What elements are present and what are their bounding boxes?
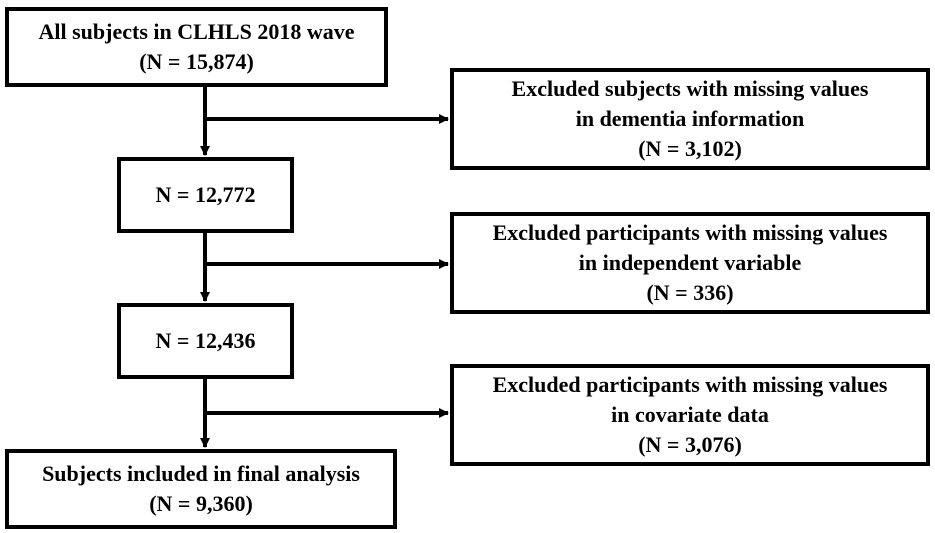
exclusion-1-line1: Excluded subjects with missing values <box>511 76 869 101</box>
start-box-count: (N = 15,874) <box>139 49 254 74</box>
final-box-count: (N = 9,360) <box>149 491 253 516</box>
exclusion-1-line2: in dementia information <box>575 106 805 131</box>
exclusion-3-count: (N = 3,076) <box>638 432 742 457</box>
step1-box <box>117 157 294 233</box>
exclusion-box-1 <box>450 68 930 170</box>
exclusion-3-line1: Excluded participants with missing values <box>492 372 888 397</box>
start-box-title: All subjects in CLHLS 2018 wave <box>38 19 355 44</box>
step1-box-count: N = 12,772 <box>155 182 256 207</box>
final-box <box>5 449 397 529</box>
exclusion-2-line2: in independent variable <box>578 250 802 275</box>
step2-box-count: N = 12,436 <box>155 328 256 353</box>
exclusion-box-2 <box>450 212 930 314</box>
exclusion-2-count: (N = 336) <box>646 280 734 305</box>
step2-box <box>117 303 294 379</box>
exclusion-box-3 <box>450 364 930 466</box>
exclusion-1-count: (N = 3,102) <box>638 136 742 161</box>
start-box <box>5 7 388 87</box>
final-box-title: Subjects included in final analysis <box>42 461 360 486</box>
exclusion-3-line2: in covariate data <box>611 402 769 427</box>
exclusion-2-line1: Excluded participants with missing values <box>492 220 888 245</box>
